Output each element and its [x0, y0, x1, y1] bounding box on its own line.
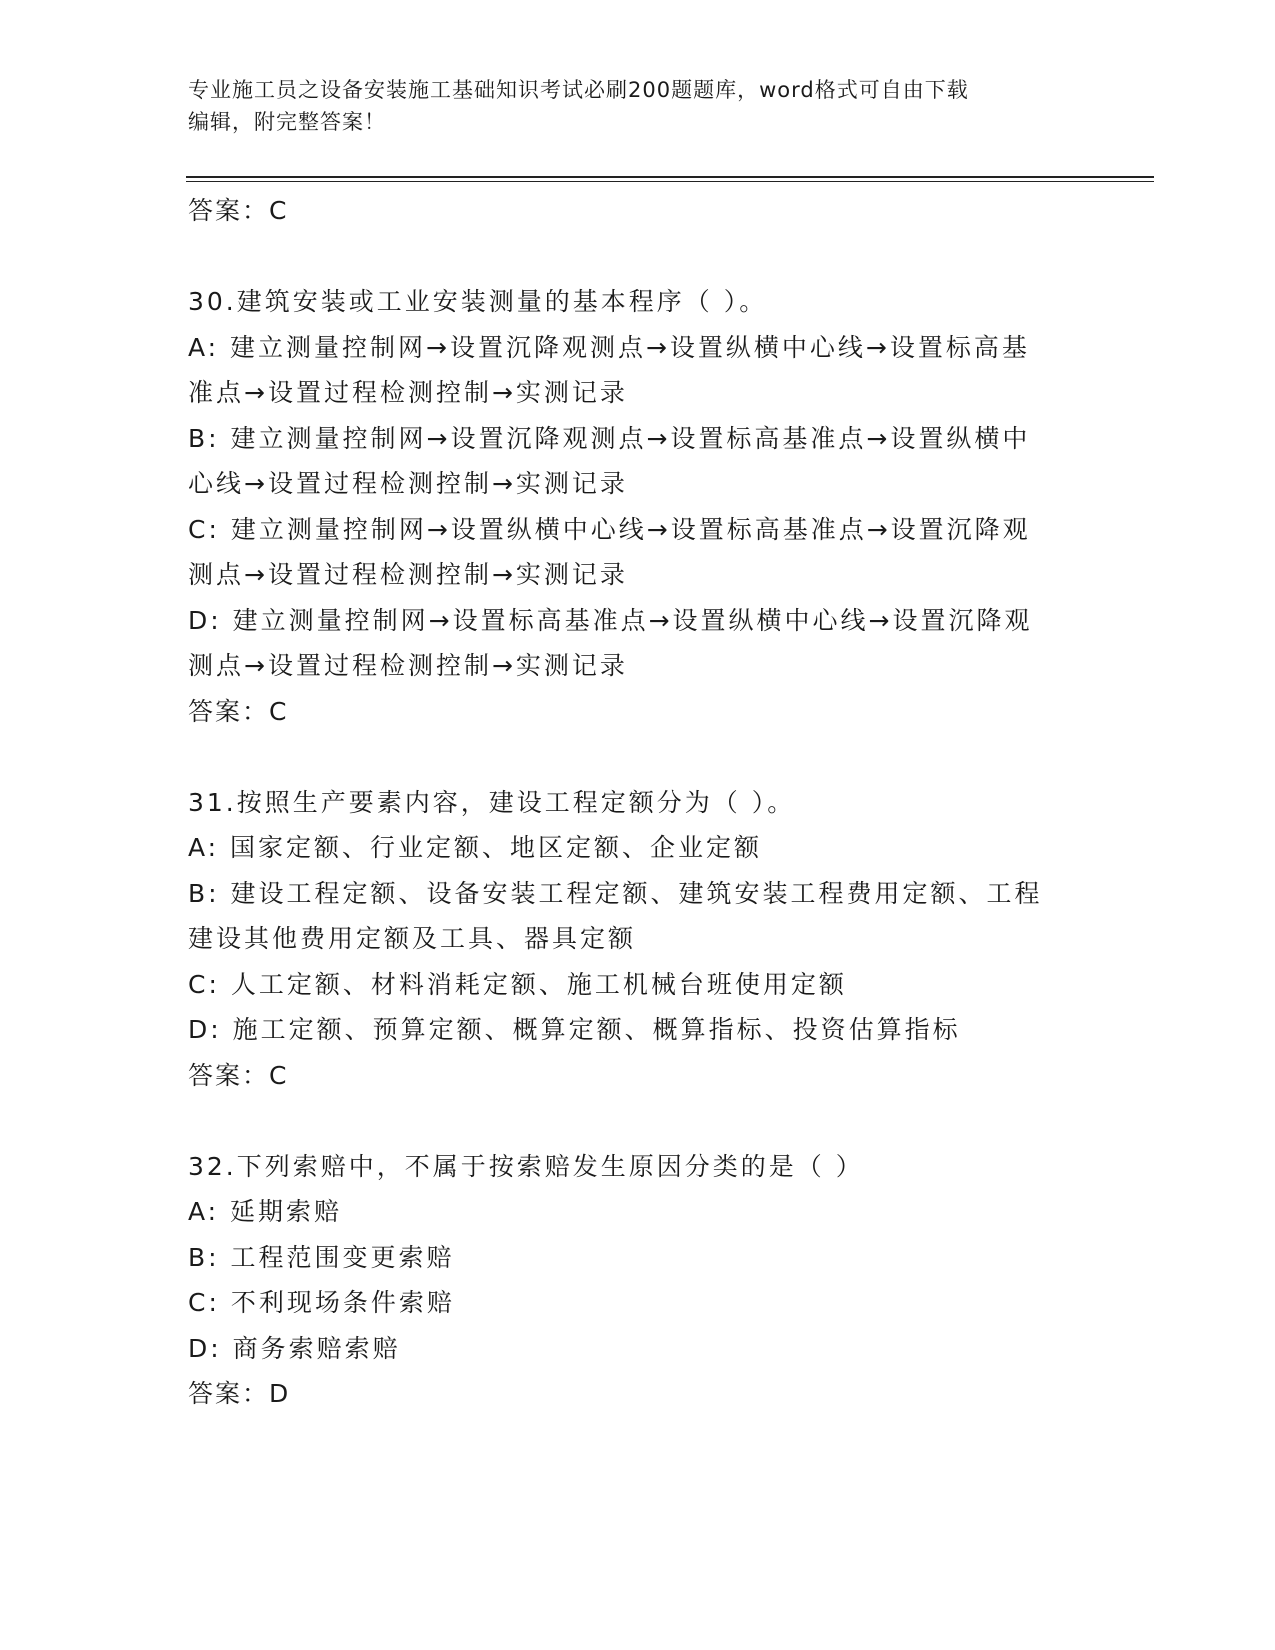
option-b: B: 建立测量控制网→设置沉降观测点→设置标高基准点→设置纵横中 [188, 423, 1031, 453]
option-b: B: 工程范围变更索赔 [188, 1242, 455, 1272]
question-32 [188, 1144, 1088, 1417]
question-text: 30.建筑安装或工业安装测量的基本程序（ ）。 [188, 287, 768, 316]
option-d-continued: 测点→设置过程检测控制→实测记录 [188, 651, 628, 680]
option-b-continued: 心线→设置过程检测控制→实测记录 [188, 469, 628, 498]
option-d: D: 建立测量控制网→设置标高基准点→设置纵横中心线→设置沉降观 [188, 605, 1033, 635]
question-31 [188, 780, 1088, 1099]
option-a: A: 延期索赔 [188, 1197, 343, 1226]
option-c: C: 人工定额、材料消耗定额、施工机械台班使用定额 [188, 969, 847, 999]
spacer [188, 234, 1088, 280]
option-a: A: 国家定额、行业定额、地区定额、企业定额 [188, 833, 763, 862]
option-a: A: 建立测量控制网→设置沉降观测点→设置纵横中心线→设置标高基 [188, 332, 1030, 362]
question-list [188, 188, 1088, 1417]
spacer [188, 734, 1088, 780]
header-divider-thick [186, 176, 1154, 178]
option-d: D: 施工定额、预算定额、概算定额、概算指标、投资估算指标 [188, 1015, 961, 1044]
answer-text: 答案：C [188, 696, 289, 726]
answer-text: 答案：C [188, 1060, 289, 1090]
header-line-1: 专业施工员之设备安装施工基础知识考试必刷200题题库，word格式可自由下载 [188, 78, 969, 102]
question-30 [188, 279, 1088, 734]
document-header [188, 74, 1068, 138]
option-c-continued: 测点→设置过程检测控制→实测记录 [188, 560, 628, 589]
option-d: D: 商务索赔索赔 [188, 1333, 401, 1363]
answer-text: 答案：D [188, 1379, 291, 1408]
header-divider-thin [186, 181, 1154, 182]
header-line-2: 编辑，附完整答案！ [188, 110, 386, 134]
question-text: 31.按照生产要素内容，建设工程定额分为（ ）。 [188, 787, 796, 817]
spacer [188, 1098, 1088, 1144]
option-b: B: 建设工程定额、设备安装工程定额、建筑安装工程费用定额、工程 [188, 878, 1043, 908]
option-c: C: 不利现场条件索赔 [188, 1288, 455, 1317]
previous-answer: 答案：C [188, 196, 289, 225]
option-b-continued: 建设其他费用定额及工具、器具定额 [188, 924, 637, 953]
question-text: 32.下列索赔中，不属于按索赔发生原因分类的是（ ） [188, 1151, 864, 1181]
option-a-continued: 准点→设置过程检测控制→实测记录 [188, 378, 628, 407]
option-c: C: 建立测量控制网→设置纵横中心线→设置标高基准点→设置沉降观 [188, 514, 1031, 544]
